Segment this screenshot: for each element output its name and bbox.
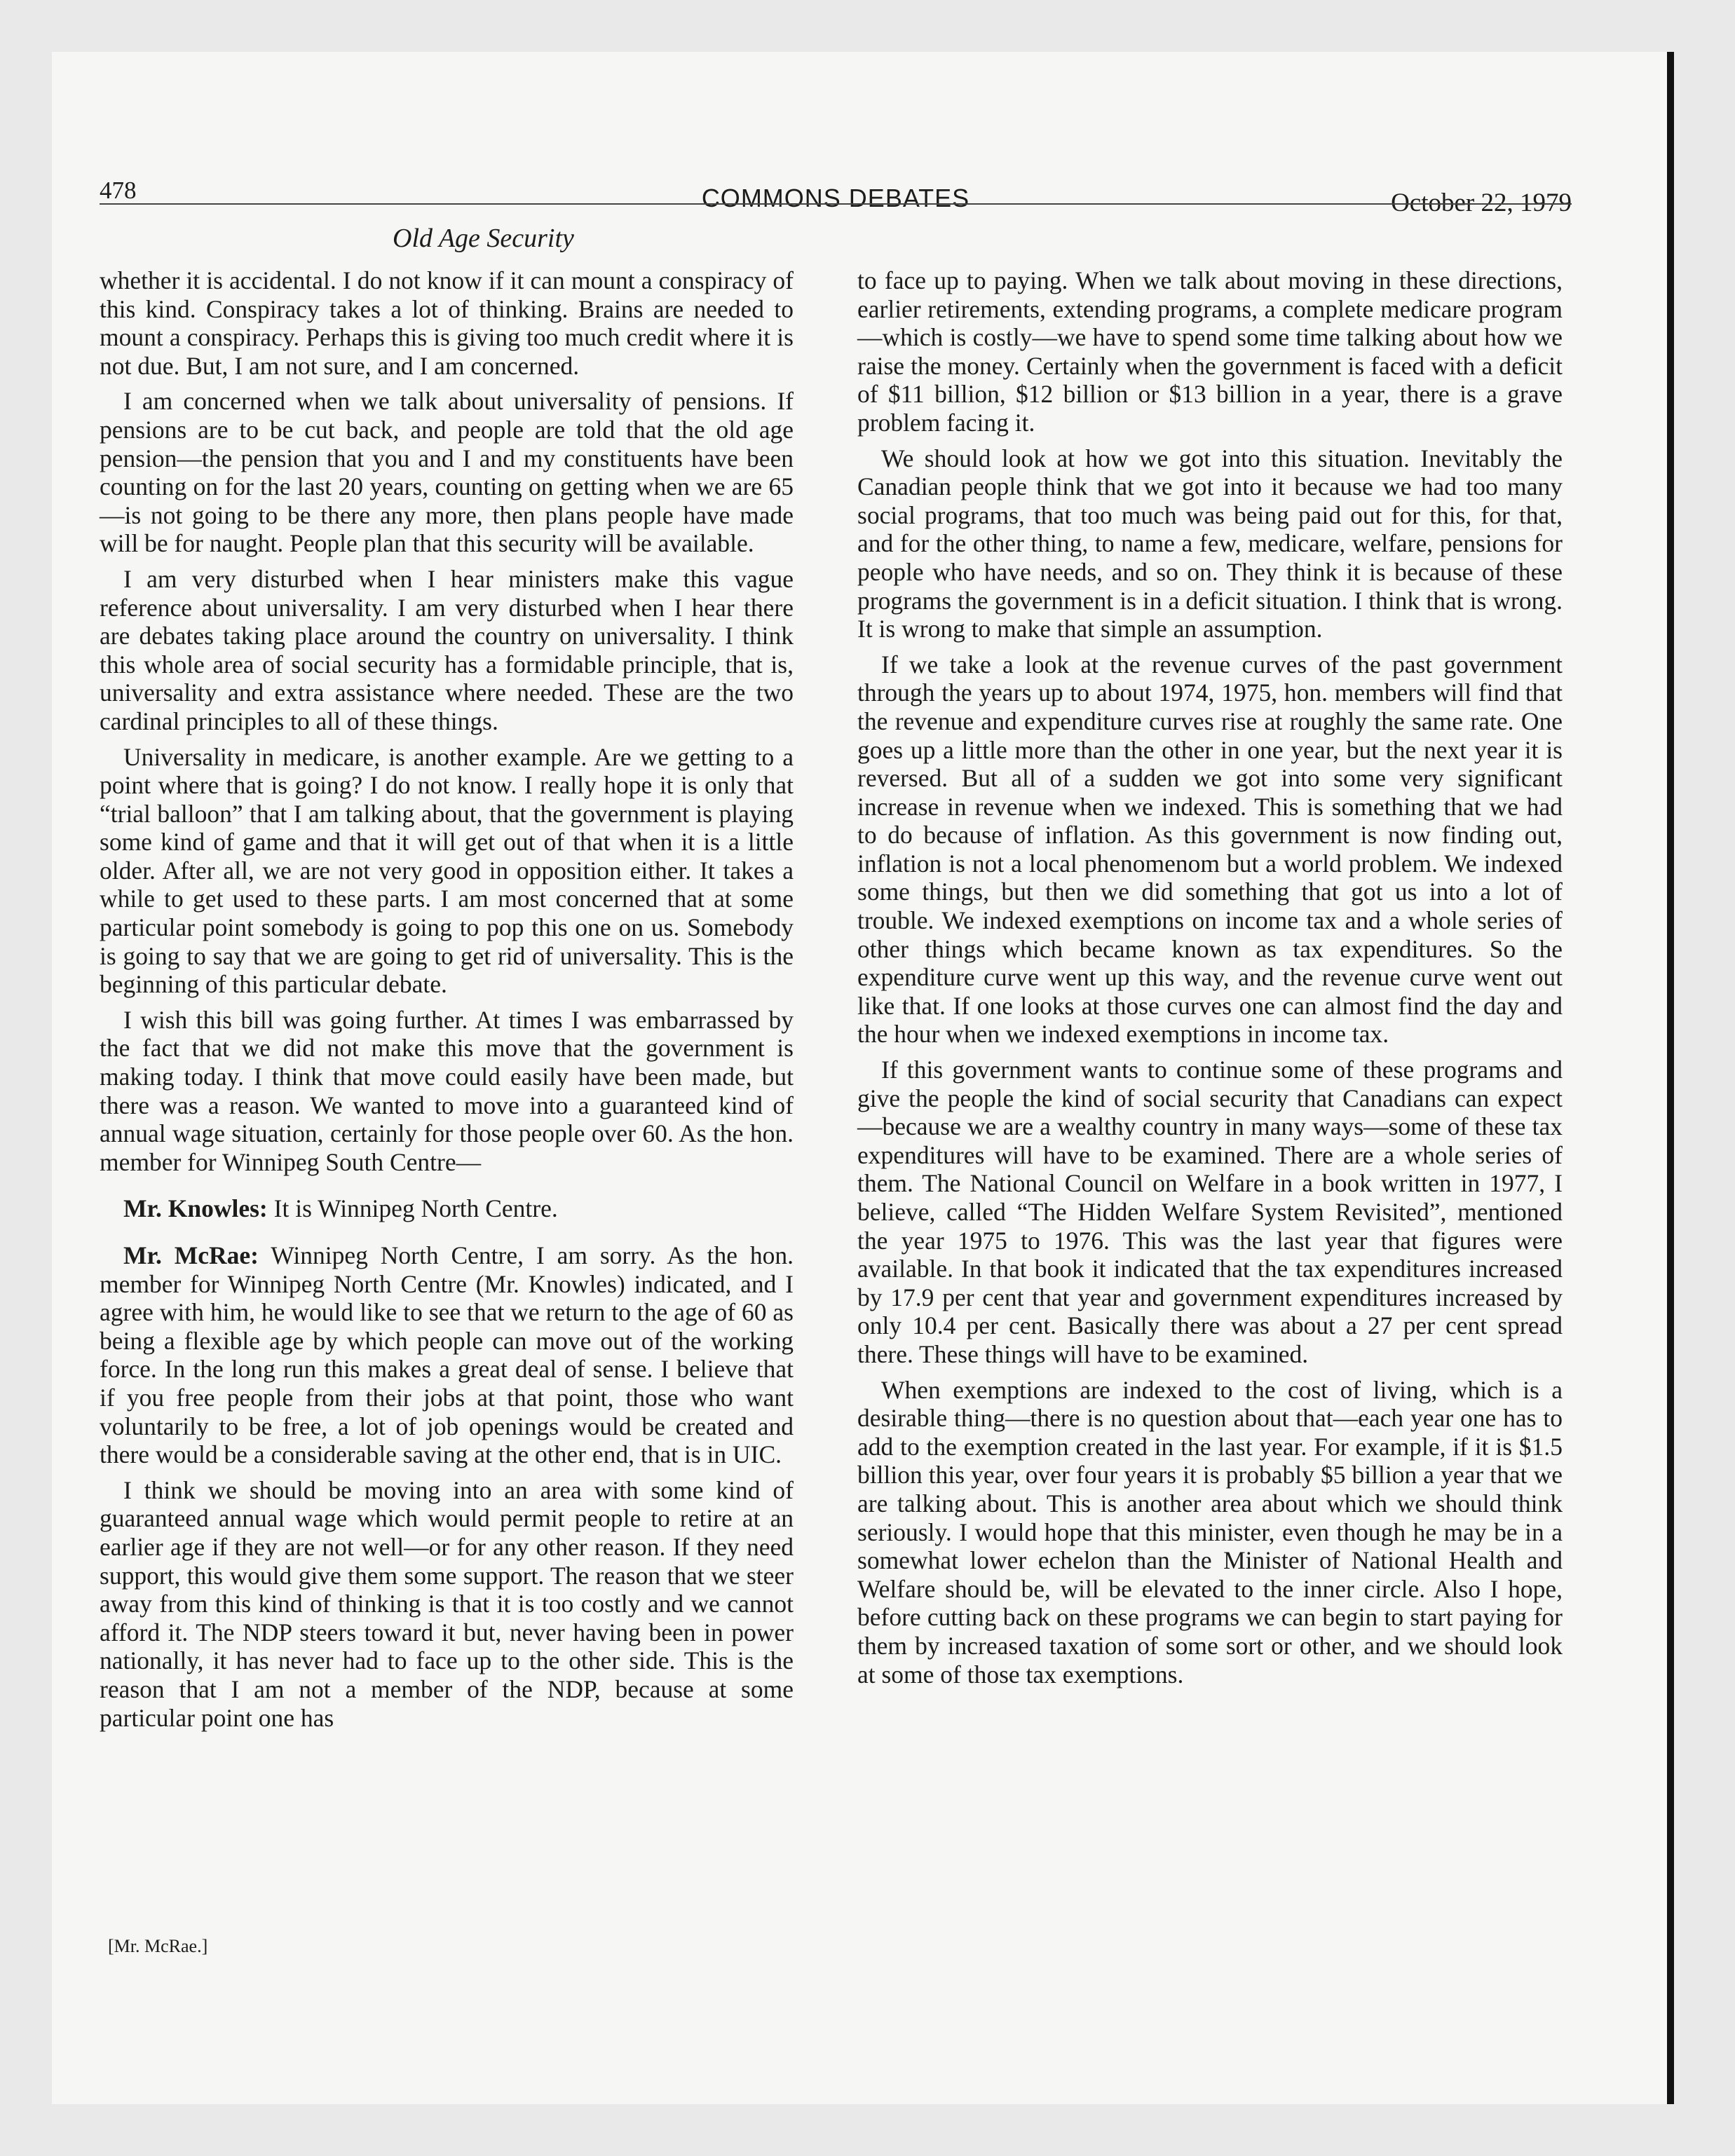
paragraph: I am concerned when we talk about universality of pensions. If pensions are to be cut back, and people are told that the old age pension—the pension that you and I and my constituents have been counting on for the last 20 years, counting on getting when we are 65—is not going to be there any more, then plans people have made will be for naught. People plan that this security will be available. bbox=[100, 387, 794, 558]
paragraph: I am very disturbed when I hear ministers make this vague reference about universality. I am very disturbed when I hear there are debates taking place around the country on universality. I think this whole area of social security has a formidable principle, that is, universality and extra assistance where needed. These are the two cardinal principles to all of these things. bbox=[100, 564, 794, 735]
paragraph: I think we should be moving into an area with some kind of guaranteed annual wage which would permit people to retire at an earlier age if they are not well—or for any other reason. If they need support, this would give them some support. The reason that we steer away from this kind of thinking is that it is too costly and we cannot afford it. The NDP steers toward it but, never having been in power nationally, it has never had to face up to the other side. This is the reason that I am not a member of the NDP, because at some particular point one has bbox=[100, 1475, 794, 1732]
right-column bbox=[857, 266, 1563, 1696]
header-rule bbox=[100, 203, 1572, 205]
paragraph: If we take a look at the revenue curves of the past government through the years up to about 1974, 1975, hon. members will find that the revenue and expenditure curves rise at roughly the same rate. One goes up a little more than the other in one year, but the next year it is reversed. But all of a sudden we got into some very significant increase in revenue when we indexed. This is something that we had to do because of inflation. As this government is now finding out, inflation is not a local phenomenom but a world problem. We indexed some things, but then we did something that got us into a lot of trouble. We indexed exemptions on income tax and a whole series of other things which became known as tax expenditures. So the expenditure curve went up this way, and the revenue curve went out like that. If one looks at those curves one can almost find the day and the hour when we indexed exemptions in income tax. bbox=[857, 650, 1563, 1049]
speaker-name: Mr. McRae: bbox=[123, 1241, 259, 1269]
paragraph: We should look at how we got into this situation. Inevitably the Canadian people think that we got into it because we had too many social programs, that too much was being paid out for this, for that, and for the other thing, to name a few, medicare, welfare, pensions for people who have needs, and so on. They think it is because of these programs the government is in a deficit situation. I think that is wrong. It is wrong to make that simple an assumption. bbox=[857, 444, 1563, 643]
running-title: COMMONS DEBATES bbox=[701, 184, 970, 212]
speech-text: It is Winnipeg North Centre. bbox=[273, 1194, 558, 1223]
speech-knowles bbox=[100, 1194, 794, 1223]
speaker-attribution: [Mr. McRae.] bbox=[108, 1936, 208, 1956]
binding-edge bbox=[1667, 52, 1674, 2104]
left-column bbox=[100, 266, 794, 1739]
paragraph: If this government wants to continue some of these programs and give the people the kind of social security that Canadians can expect—because we are a wealthy country in many ways—some of these tax expenditures will have to be examined. There are a whole series of them. The National Council on Welfare in a book written in 1977, I believe, called “The Hidden Welfare System Revisited”, mentioned the year 1975 to 1976. This was the last year that figures were available. In that book it indicated that the tax expenditures increased by 17.9 per cent that year and government expenditures increased by only 10.4 per cent. Basically there was about a 27 per cent spread there. These things will have to be examined. bbox=[857, 1056, 1563, 1368]
page-number: 478 bbox=[100, 177, 137, 204]
speech-mcrae bbox=[100, 1241, 794, 1469]
speech-text: Winnipeg North Centre, I am sorry. As the hon. member for Winnipeg North Centre (Mr. Knowles) indicated, and I agree with him, he would like to see that we return to the age of 60 as being a flexible age by which people can move out of the working force. In the long run this makes a great deal of sense. I believe that if you free people from their jobs at that point, those who want voluntarily to be free, a lot of job openings would be created and there would be a considerable saving at the other end, that is in UIC. bbox=[100, 1241, 794, 1469]
paragraph: I wish this bill was going further. At times I was embarrassed by the fact that we did not make this move that the government is making today. I think that move could easily have been made, but there was a reason. We wanted to move into a guaranteed kind of annual wage situation, certainly for those people over 60. As the hon. member for Winnipeg South Centre— bbox=[100, 1005, 794, 1176]
speaker-name: Mr. Knowles: bbox=[123, 1194, 268, 1223]
subject-heading: Old Age Security bbox=[393, 224, 574, 253]
paragraph: Universality in medicare, is another example. Are we getting to a point where that is going? I do not know. I really hope it is only that “trial balloon” that I am talking about, that the government is playing some kind of game and that it will get out of that when it is a little older. After all, we are not very good in opposition either. It takes a while to get used to these parts. I am most concerned that at some particular point somebody is going to pop this one on us. Somebody is going to say that we are going to get rid of universality. This is the beginning of this particular debate. bbox=[100, 742, 794, 999]
paragraph: whether it is accidental. I do not know if it can mount a conspiracy of this kind. Conspiracy takes a lot of thinking. Brains are needed to mount a conspiracy. Perhaps this is giving too much credit where it is not due. But, I am not sure, and I am concerned. bbox=[100, 266, 794, 380]
paragraph: When exemptions are indexed to the cost of living, which is a desirable thing—there is no question about that—each year one has to add to the exemption created in the last year. For example, if it is $1.5 billion this year, over four years it is probably $5 billion a year that we are talking about. This is another area about which we should think seriously. I would hope that this minister, even though he may be in a somewhat lower echelon than the Minister of National Health and Welfare should be, will be elevated to the inner circle. Also I hope, before cutting back on these programs we can begin to start paying for them by increased taxation of some sort or other, and we should look at some of those tax exemptions. bbox=[857, 1375, 1563, 1688]
page-header bbox=[100, 123, 1572, 217]
paragraph: to face up to paying. When we talk about moving in these directions, earlier retirements, extending programs, a complete medicare program—which is costly—we have to spend some time talking about how we raise the money. Certainly when the government is faced with a deficit of $11 billion, $12 billion or $13 billion in a year, there is a grave problem facing it. bbox=[857, 266, 1563, 437]
header-date: October 22, 1979 bbox=[1391, 189, 1572, 217]
